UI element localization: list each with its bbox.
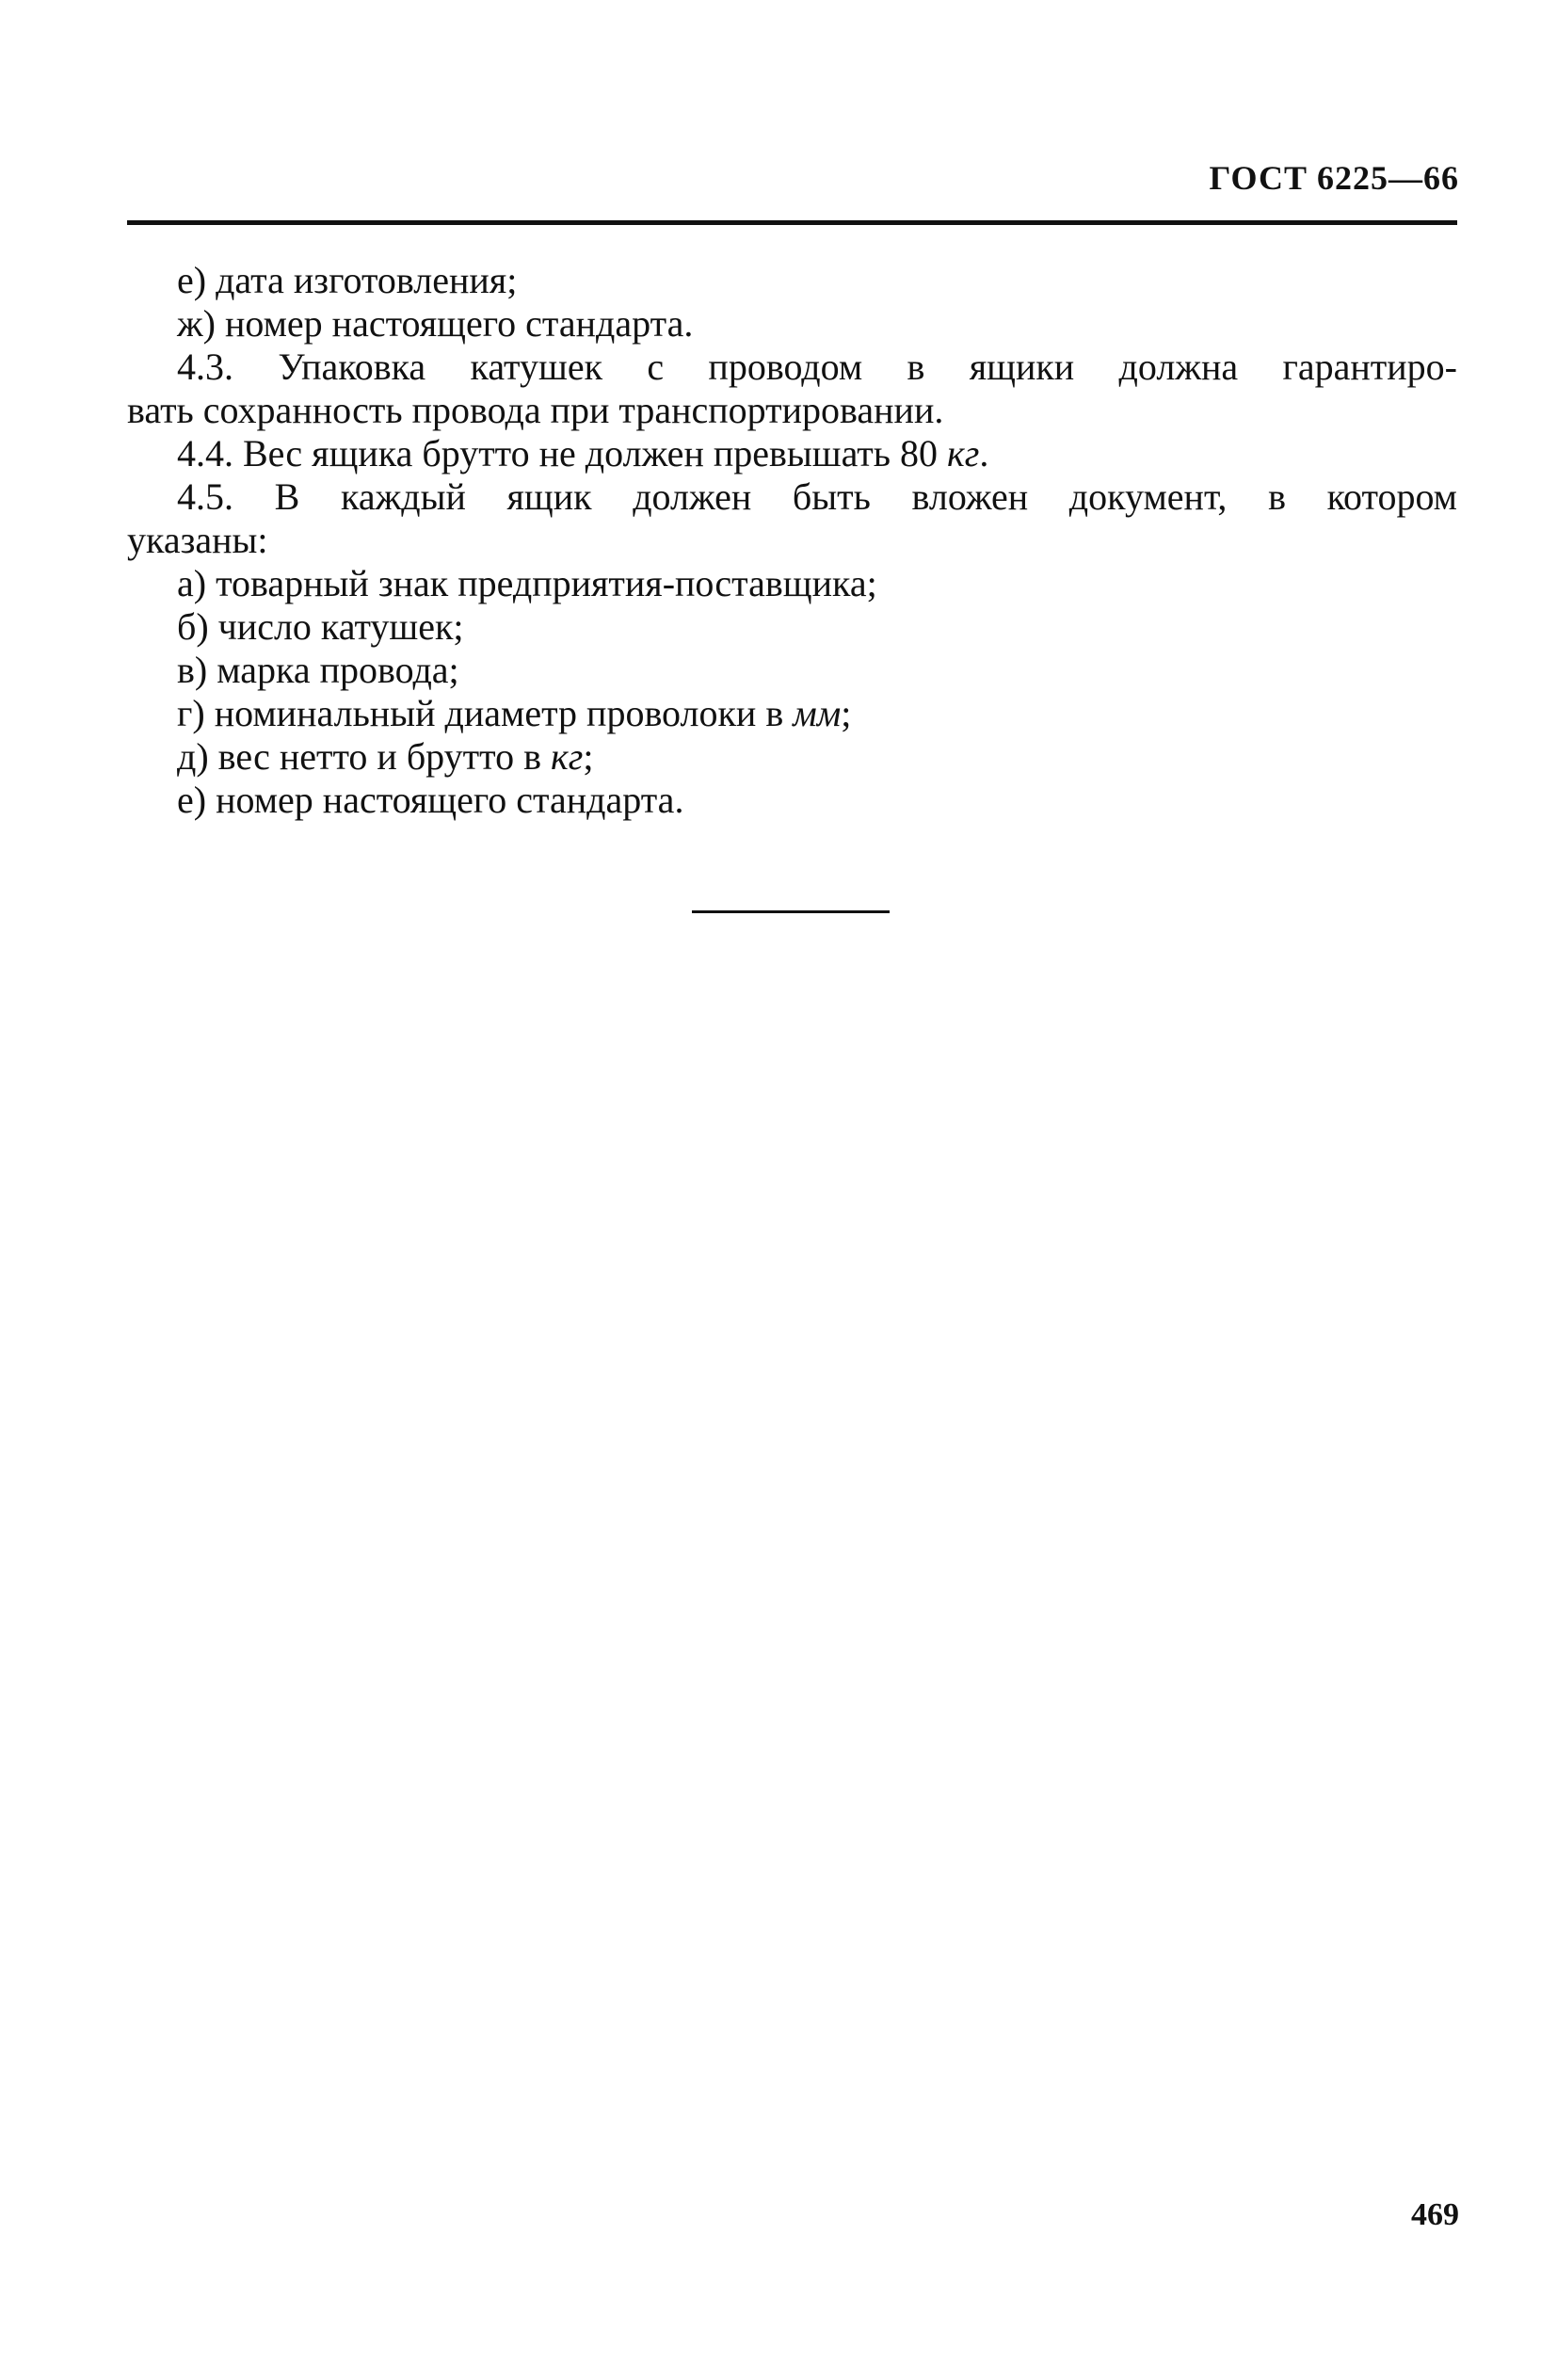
paragraph-4-4 [127,432,1457,475]
page-number: 469 [1411,2197,1459,2232]
unit-mm: мм [793,692,842,734]
document-code: ГОСТ 6225—66 [1209,159,1459,197]
list-item-zh-standard-number: ж) номер настоящего стандарта. [177,302,694,345]
list-item-g-diameter [127,692,1457,735]
document-body [127,259,1457,822]
paragraph-4-4-end: . [979,432,989,474]
list-item-v-wire-grade: в) марка провода; [177,649,459,691]
list-item-a-trademark: а) товарный знак предприятия-поставщика; [177,562,877,604]
header-divider [127,220,1457,225]
unit-kg: кг [947,432,980,474]
paragraph-4-3-line-2: вать сохранность провода при транспортировании. [127,389,944,431]
list-item-e-production-date: е) дата изготовления; [177,259,518,301]
list-item-d-end: ; [583,735,594,778]
list-item-d-text: д) вес нетто и брутто в [177,735,541,778]
paragraph-4-3-line-1: 4.3. Упаковка катушек с проводом в ящики должна гарантиро- [177,346,1457,388]
paragraph-4-5-line-2: указаны: [127,519,268,561]
list-item-b-coil-count: б) число катушек; [177,605,464,648]
list-item-d-weight [127,735,1457,779]
list-item-g-end: ; [841,692,852,734]
unit-kg: кг [550,735,584,778]
paragraph-4-5-line-1: 4.5. В каждый ящик должен быть вложен документ, в котором [177,475,1457,518]
end-of-section-rule [692,910,890,913]
list-item-g-text: г) номинальный диаметр проволоки в [177,692,784,734]
paragraph-4-4-text: 4.4. Вес ящика брутто не должен превышать 80 [177,432,939,474]
list-item-e-standard-number: е) номер настоящего стандарта. [177,779,684,821]
